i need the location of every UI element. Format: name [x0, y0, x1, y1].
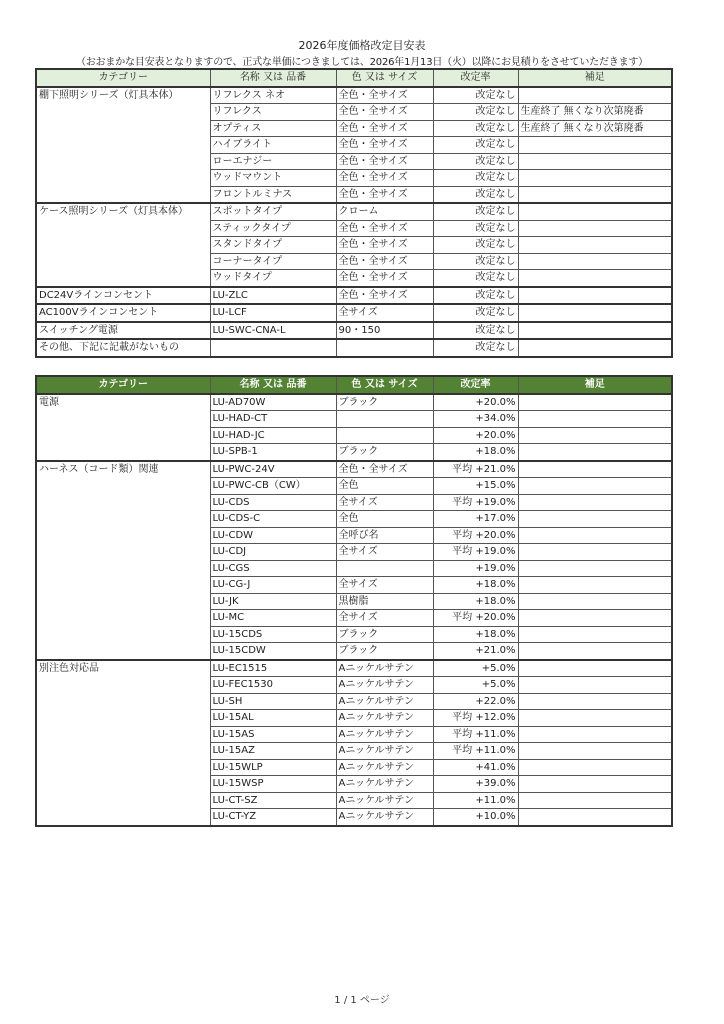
color-size-cell: Aニッケルサテン [336, 743, 433, 760]
table-row [36, 394, 672, 411]
name-cell: スティックタイプ [210, 220, 336, 237]
rate-cell: +5.0% [433, 660, 518, 677]
note-cell [518, 153, 672, 170]
rate-cell: 改定なし [433, 120, 518, 137]
note-cell [518, 726, 672, 743]
rate-cell: 改定なし [433, 237, 518, 254]
note-cell [518, 339, 672, 357]
name-cell: LU-HAD-CT [210, 411, 336, 428]
rate-cell: +19.0% [433, 560, 518, 577]
color-size-cell: Aニッケルサテン [336, 710, 433, 727]
header-category: カテゴリー [36, 69, 210, 87]
color-size-cell: ブラック [336, 394, 433, 411]
rate-cell: +10.0% [433, 809, 518, 826]
rate-cell: 改定なし [433, 287, 518, 305]
rate-cell: +21.0% [433, 643, 518, 660]
table-row [36, 322, 672, 340]
name-cell: LU-15WSP [210, 776, 336, 793]
rate-cell: 改定なし [433, 270, 518, 287]
note-cell [518, 809, 672, 826]
name-cell: LU-PWC-24V [210, 461, 336, 478]
rate-cell: 平均 +21.0% [433, 461, 518, 478]
name-cell: コーナータイプ [210, 253, 336, 270]
header-note: 補足 [518, 69, 672, 87]
note-cell [518, 287, 672, 305]
color-size-cell: Aニッケルサテン [336, 693, 433, 710]
name-cell: LU-HAD-JC [210, 427, 336, 444]
color-size-cell: 全色・全サイズ [336, 137, 433, 154]
name-cell: LU-LCF [210, 304, 336, 322]
table-row [36, 287, 672, 305]
rate-cell: 改定なし [433, 104, 518, 121]
note-cell [518, 394, 672, 411]
note-cell [518, 444, 672, 461]
header-category: カテゴリー [36, 376, 210, 394]
page-indicator: 1 / 1 ページ [334, 995, 390, 1006]
name-cell: LU-SH [210, 693, 336, 710]
color-size-cell: 全色・全サイズ [336, 287, 433, 305]
color-size-cell: ブラック [336, 626, 433, 643]
rate-cell: +15.0% [433, 478, 518, 495]
note-cell [518, 220, 672, 237]
table1-body [36, 87, 672, 357]
rate-cell: +41.0% [433, 759, 518, 776]
table-row [36, 304, 672, 322]
color-size-cell: ブラック [336, 643, 433, 660]
name-cell: LU-CDJ [210, 544, 336, 561]
name-cell: LU-FEC1530 [210, 677, 336, 694]
color-size-cell [336, 427, 433, 444]
rate-cell: +18.0% [433, 444, 518, 461]
color-size-cell: 全色・全サイズ [336, 186, 433, 203]
note-cell [518, 544, 672, 561]
color-size-cell: Aニッケルサテン [336, 759, 433, 776]
header-rate: 改定率 [433, 69, 518, 87]
note-cell [518, 461, 672, 478]
color-size-cell: ブラック [336, 444, 433, 461]
rate-cell: 改定なし [433, 304, 518, 322]
rate-cell: 改定なし [433, 170, 518, 187]
name-cell: LU-PWC-CB（CW） [210, 478, 336, 495]
name-cell: ハイブライト [210, 137, 336, 154]
category-cell: ケース照明シリーズ（灯具本体） [36, 203, 210, 287]
name-cell: ウッドマウント [210, 170, 336, 187]
name-cell: LU-CDS [210, 494, 336, 511]
note-cell [518, 660, 672, 677]
note-cell [518, 270, 672, 287]
color-size-cell: 全色・全サイズ [336, 153, 433, 170]
note-cell [518, 478, 672, 495]
color-size-cell: 全色・全サイズ [336, 170, 433, 187]
name-cell: LU-CDS-C [210, 511, 336, 528]
note-cell [518, 710, 672, 727]
note-cell [518, 610, 672, 627]
document-title: 2026年度価格改定目安表 [298, 39, 426, 52]
rate-cell: 平均 +11.0% [433, 726, 518, 743]
name-cell: LU-15WLP [210, 759, 336, 776]
note-cell [518, 643, 672, 660]
name-cell: LU-EC1515 [210, 660, 336, 677]
note-cell [518, 253, 672, 270]
note-cell [518, 527, 672, 544]
rate-cell: +34.0% [433, 411, 518, 428]
price-table-no-change [35, 68, 673, 358]
color-size-cell: Aニッケルサテン [336, 809, 433, 826]
note-cell [518, 427, 672, 444]
color-size-cell: Aニッケルサテン [336, 660, 433, 677]
color-size-cell: 90・150 [336, 322, 433, 340]
color-size-cell: 全色・全サイズ [336, 270, 433, 287]
table-row [36, 461, 672, 478]
name-cell: LU-CDW [210, 527, 336, 544]
color-size-cell: 全サイズ [336, 494, 433, 511]
color-size-cell: 全色 [336, 478, 433, 495]
name-cell: LU-15AL [210, 710, 336, 727]
rate-cell: +5.0% [433, 677, 518, 694]
name-cell: LU-15CDW [210, 643, 336, 660]
rate-cell: +18.0% [433, 626, 518, 643]
color-size-cell: 全色 [336, 511, 433, 528]
table-row [36, 87, 672, 104]
note-cell [518, 137, 672, 154]
rate-cell: 平均 +20.0% [433, 610, 518, 627]
rate-cell: +11.0% [433, 792, 518, 809]
rate-cell: 平均 +11.0% [433, 743, 518, 760]
note-cell [518, 186, 672, 203]
rate-cell: 改定なし [433, 322, 518, 340]
note-cell [518, 494, 672, 511]
rate-cell: +18.0% [433, 593, 518, 610]
rate-cell: 改定なし [433, 137, 518, 154]
category-cell: ハーネス（コード類）関連 [36, 461, 210, 660]
color-size-cell: Aニッケルサテン [336, 677, 433, 694]
name-cell: リフレクス ネオ [210, 87, 336, 104]
color-size-cell: Aニッケルサテン [336, 726, 433, 743]
category-cell: 棚下照明シリーズ（灯具本体） [36, 87, 210, 204]
note-cell [518, 170, 672, 187]
category-cell: 別注色対応品 [36, 660, 210, 826]
note-cell [518, 577, 672, 594]
name-cell: ウッドタイプ [210, 270, 336, 287]
document-subtitle: （おおまかな目安表となりますので、正式な単価につきましては、2026年1月13日（火）以降にお見積りをさせていただきます） [76, 57, 648, 68]
note-cell [518, 626, 672, 643]
category-cell: スイッチング電源 [36, 322, 210, 340]
category-cell: AC100Vラインコンセント [36, 304, 210, 322]
color-size-cell: 全色・全サイズ [336, 220, 433, 237]
table-row [36, 203, 672, 220]
header-name: 名称 又は 品番 [210, 69, 336, 87]
note-cell [518, 322, 672, 340]
name-cell: LU-15AZ [210, 743, 336, 760]
category-cell: 電源 [36, 394, 210, 461]
name-cell: LU-AD70W [210, 394, 336, 411]
name-cell: LU-CGS [210, 560, 336, 577]
rate-cell: 改定なし [433, 186, 518, 203]
rate-cell: 平均 +12.0% [433, 710, 518, 727]
note-cell [518, 759, 672, 776]
color-size-cell: 全色・全サイズ [336, 461, 433, 478]
category-cell: DC24Vラインコンセント [36, 287, 210, 305]
color-size-cell: クローム [336, 203, 433, 220]
color-size-cell [336, 560, 433, 577]
table-row [36, 660, 672, 677]
note-cell [518, 693, 672, 710]
note-cell [518, 304, 672, 322]
note-cell [518, 743, 672, 760]
table2-body [36, 394, 672, 826]
rate-cell: +39.0% [433, 776, 518, 793]
color-size-cell: 全色・全サイズ [336, 104, 433, 121]
table-header-row [36, 376, 672, 394]
name-cell: オプティス [210, 120, 336, 137]
table-row [36, 339, 672, 357]
note-cell [518, 776, 672, 793]
note-cell [518, 792, 672, 809]
name-cell: LU-CT-SZ [210, 792, 336, 809]
name-cell: LU-MC [210, 610, 336, 627]
name-cell: LU-CT-YZ [210, 809, 336, 826]
header-note: 補足 [518, 376, 672, 394]
rate-cell: +20.0% [433, 427, 518, 444]
color-size-cell: 全色・全サイズ [336, 120, 433, 137]
rate-cell: 改定なし [433, 153, 518, 170]
color-size-cell [336, 411, 433, 428]
color-size-cell: 全色・全サイズ [336, 237, 433, 254]
rate-cell: 改定なし [433, 203, 518, 220]
name-cell: リフレクス [210, 104, 336, 121]
header-color-size: 色 又は サイズ [336, 69, 433, 87]
note-cell [518, 237, 672, 254]
name-cell: LU-CG-J [210, 577, 336, 594]
color-size-cell: 全呼び名 [336, 527, 433, 544]
price-table-increase [35, 375, 673, 827]
color-size-cell: 全サイズ [336, 610, 433, 627]
color-size-cell: 全色・全サイズ [336, 253, 433, 270]
note-cell: 生産終了 無くなり次第廃番 [518, 104, 672, 121]
name-cell: スポットタイプ [210, 203, 336, 220]
color-size-cell: Aニッケルサテン [336, 792, 433, 809]
rate-cell: +20.0% [433, 394, 518, 411]
note-cell: 生産終了 無くなり次第廃番 [518, 120, 672, 137]
rate-cell: +22.0% [433, 693, 518, 710]
rate-cell: 改定なし [433, 253, 518, 270]
note-cell [518, 593, 672, 610]
name-cell: ローエナジー [210, 153, 336, 170]
name-cell: LU-ZLC [210, 287, 336, 305]
note-cell [518, 511, 672, 528]
name-cell: スタンドタイプ [210, 237, 336, 254]
rate-cell: +18.0% [433, 577, 518, 594]
rate-cell: 平均 +19.0% [433, 544, 518, 561]
name-cell [210, 339, 336, 357]
header-rate: 改定率 [433, 376, 518, 394]
rate-cell: 平均 +19.0% [433, 494, 518, 511]
rate-cell: 改定なし [433, 220, 518, 237]
note-cell [518, 411, 672, 428]
note-cell [518, 560, 672, 577]
note-cell [518, 87, 672, 104]
color-size-cell [336, 339, 433, 357]
name-cell: フロントルミナス [210, 186, 336, 203]
name-cell: LU-SWC-CNA-L [210, 322, 336, 340]
rate-cell: 改定なし [433, 339, 518, 357]
color-size-cell: 全サイズ [336, 304, 433, 322]
color-size-cell: 黒樹脂 [336, 593, 433, 610]
category-cell: その他、下記に記載がないもの [36, 339, 210, 357]
header-color-size: 色 又は サイズ [336, 376, 433, 394]
name-cell: LU-15CDS [210, 626, 336, 643]
color-size-cell: 全サイズ [336, 577, 433, 594]
header-name: 名称 又は 品番 [210, 376, 336, 394]
rate-cell: 改定なし [433, 87, 518, 104]
name-cell: LU-15AS [210, 726, 336, 743]
color-size-cell: Aニッケルサテン [336, 776, 433, 793]
rate-cell: 平均 +20.0% [433, 527, 518, 544]
note-cell [518, 203, 672, 220]
name-cell: LU-JK [210, 593, 336, 610]
color-size-cell: 全サイズ [336, 544, 433, 561]
note-cell [518, 677, 672, 694]
table-header-row [36, 69, 672, 87]
color-size-cell: 全色・全サイズ [336, 87, 433, 104]
name-cell: LU-SPB-1 [210, 444, 336, 461]
rate-cell: +17.0% [433, 511, 518, 528]
